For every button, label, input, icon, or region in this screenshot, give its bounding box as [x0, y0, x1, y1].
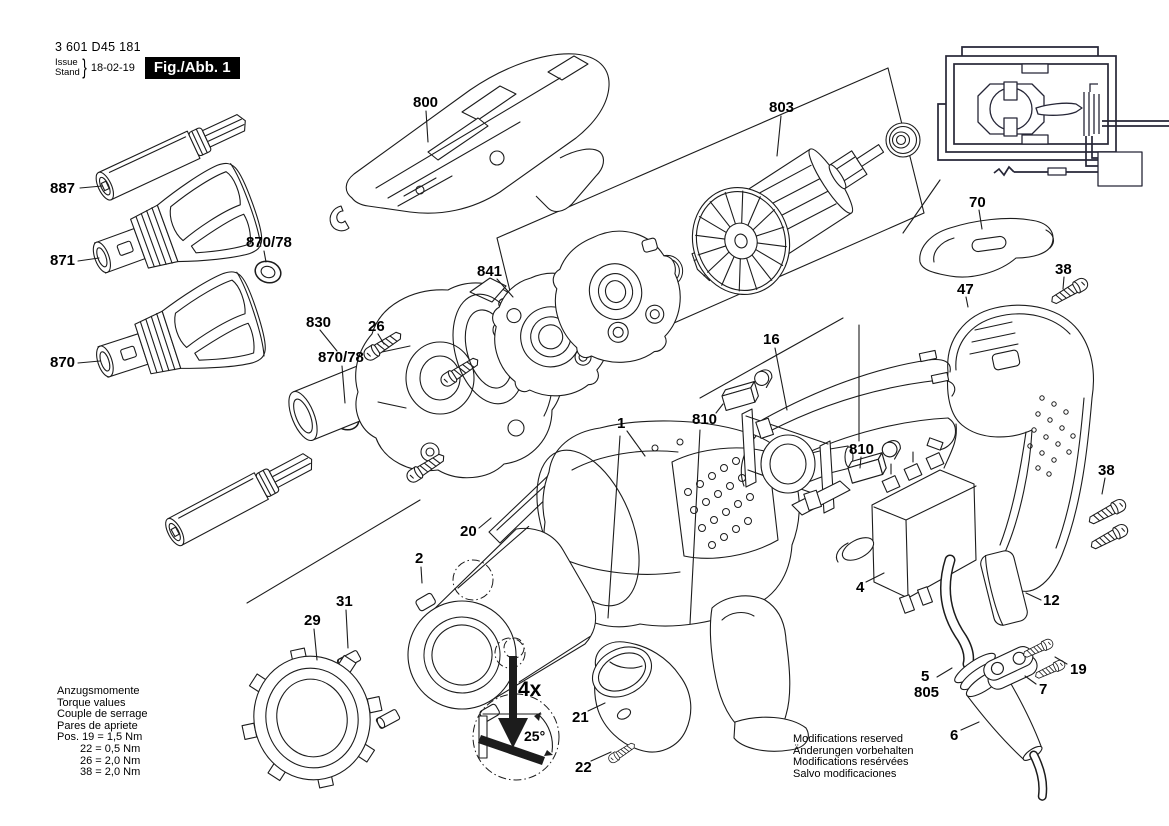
part-803-armature: [651, 117, 920, 308]
part-number: 3 601 D45 181: [55, 40, 141, 54]
part-label-6: 6: [950, 727, 959, 744]
part-label-26: 26: [368, 318, 385, 335]
part-label-38-top: 38: [1055, 261, 1072, 278]
part-70-belt-clip: [920, 218, 1054, 277]
part-label-2: 2: [415, 550, 424, 567]
part-5-805-cord: [946, 560, 969, 664]
part-29-brush-ring: [229, 635, 395, 801]
part-label-841: 841: [477, 263, 503, 280]
part-label-870-78-b: 870/78: [318, 349, 364, 366]
torque-pos-22: 22 = 0,5 Nm: [80, 742, 141, 755]
torque-pos-19: Pos. 19 = 1,5 Nm: [57, 731, 143, 744]
mod-line-de: Änderungen vorbehalten: [793, 744, 914, 757]
part-label-16: 16: [763, 331, 780, 348]
part-label-21: 21: [572, 709, 589, 726]
mod-line-es: Salvo modificaciones: [793, 767, 897, 780]
torque-note: [57, 686, 148, 779]
part-label-22: 22: [575, 759, 592, 776]
part-label-1: 1: [617, 415, 626, 432]
part-label-810-right: 810: [849, 441, 875, 458]
detail-multiplier-label: 4x: [518, 678, 542, 701]
part-label-887: 887: [50, 180, 76, 197]
part-label-70: 70: [969, 194, 986, 211]
torque-line-en: Torque values: [57, 696, 126, 709]
part-label-19: 19: [1070, 661, 1087, 678]
part-label-803: 803: [769, 99, 795, 116]
part-label-871: 871: [50, 252, 76, 269]
screw-22: [607, 741, 637, 765]
part-label-29: 29: [304, 612, 321, 629]
torque-line-de: Anzugsmomente: [57, 685, 140, 697]
part-label-830: 830: [306, 314, 332, 331]
torque-pos-38: 38 = 2,0 Nm: [80, 766, 141, 779]
part-label-20: 20: [460, 523, 477, 540]
part-label-7: 7: [1039, 681, 1048, 698]
bit-holder-long: [162, 446, 319, 548]
screws-38-side: [1086, 497, 1129, 552]
part-810-brush-left: [718, 368, 777, 410]
part-21-cap: [584, 637, 691, 752]
issue-label: Issue: [55, 57, 78, 68]
stand-label: Stand: [55, 67, 80, 78]
part-label-5: 5: [921, 668, 930, 685]
modifications-note: [793, 734, 913, 780]
wiring-diagram-inset: [938, 47, 1169, 186]
screw-38-top: [1049, 276, 1090, 307]
mod-line-fr: Modifications resérvées: [793, 756, 909, 769]
part-label-12: 12: [1043, 592, 1060, 609]
part-label-805: 805: [914, 684, 940, 701]
issue-date: 18-02-19: [90, 62, 135, 74]
part-label-47: 47: [957, 281, 974, 298]
torque-line-fr: Couple de serrage: [57, 708, 148, 721]
part-label-31: 31: [336, 593, 353, 610]
part-label-38-side: 38: [1098, 462, 1115, 479]
torque-line-es: Pares de apriete: [57, 719, 138, 732]
part-label-800: 800: [413, 94, 439, 111]
issue-stand-labels: [55, 58, 80, 78]
part-label-870-78-a: 870/78: [246, 234, 292, 251]
title-block: [55, 40, 240, 80]
mod-line-en: Modifications reserved: [793, 733, 904, 745]
oring-870-78-a: [252, 258, 283, 286]
part-label-810-left: 810: [692, 411, 718, 428]
part-870-depth-stop: [84, 267, 272, 408]
torque-pos-26: 26 = 2,0 Nm: [80, 754, 141, 767]
figure-label: Fig./Abb. 1: [145, 57, 240, 79]
arrow-shaft: [509, 656, 517, 722]
part-800-magazine: [330, 54, 609, 231]
part-label-870: 870: [50, 354, 76, 371]
brace-glyph: }: [82, 56, 87, 79]
part-label-4: 4: [856, 579, 865, 596]
bearing-rear: [886, 123, 920, 157]
detail-angle-label: 25°: [524, 728, 546, 744]
